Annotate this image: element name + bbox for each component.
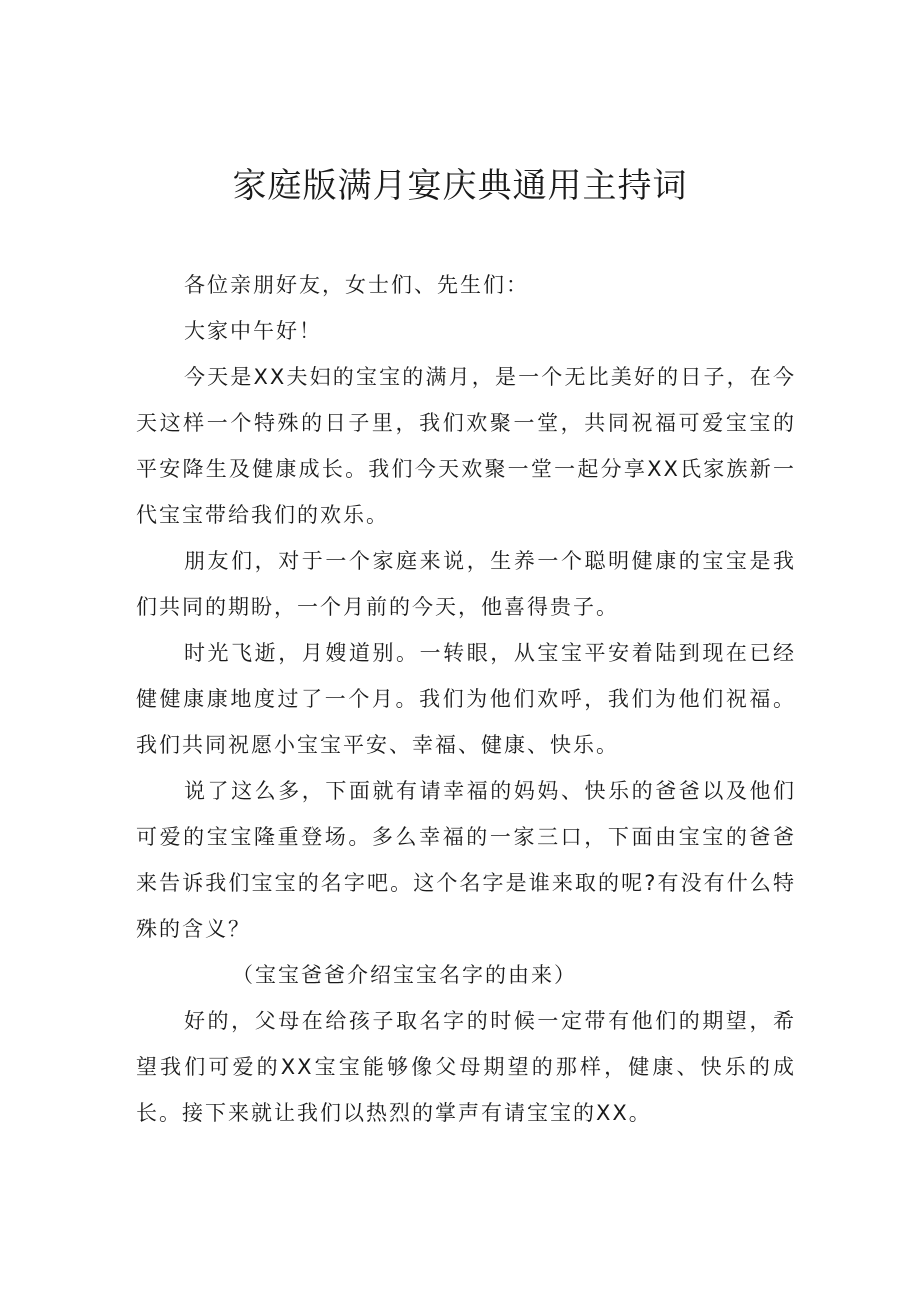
paragraph-good-noon: 大家中午好！ xyxy=(184,319,322,343)
paragraph-time-flies: 时光飞逝，月嫂道别。一转眼，从宝宝平安着陆到现在已经健健康康地度过了一个月。我们为他们欢呼，我们为他们祝福。我们共同祝愿小宝宝平安、幸福、健康、快乐。 xyxy=(136,641,796,757)
paragraph-friends: 朋友们，对于一个家庭来说，生养一个聪明健康的宝宝是我们共同的期盼，一个月前的今天，他喜得贵子。 xyxy=(136,549,796,619)
document-body xyxy=(136,262,796,1136)
paragraph-closing: 好的，父母在给孩子取名字的时候一定带有他们的期望，希望我们可爱的XX宝宝能够像父母期望的那样，健康、快乐的成长。接下来就让我们以热烈的掌声有请宝宝的XX。 xyxy=(136,1009,796,1125)
paragraph-occasion: 今天是XX夫妇的宝宝的满月，是一个无比美好的日子，在今天这样一个特殊的日子里，我们欢聚一堂，共同祝福可爱宝宝的平安降生及健康成长。我们今天欢聚一堂一起分享XX氏家族新一代宝宝带给我们的欢乐。 xyxy=(136,365,796,527)
paragraph-stage-direction: （宝宝爸爸介绍宝宝名字的由来） xyxy=(232,963,577,987)
paragraph-introduction: 说了这么多，下面就有请幸福的妈妈、快乐的爸爸以及他们可爱的宝宝隆重登场。多么幸福的一家三口，下面由宝宝的爸爸来告诉我们宝宝的名字吧。这个名字是谁来取的呢?有没有什么特殊的含义？ xyxy=(136,779,796,941)
paragraph-greeting: 各位亲朋好友，女士们、先生们： xyxy=(184,273,529,297)
document-title: 家庭版满月宴庆典通用主持词 xyxy=(232,166,688,206)
